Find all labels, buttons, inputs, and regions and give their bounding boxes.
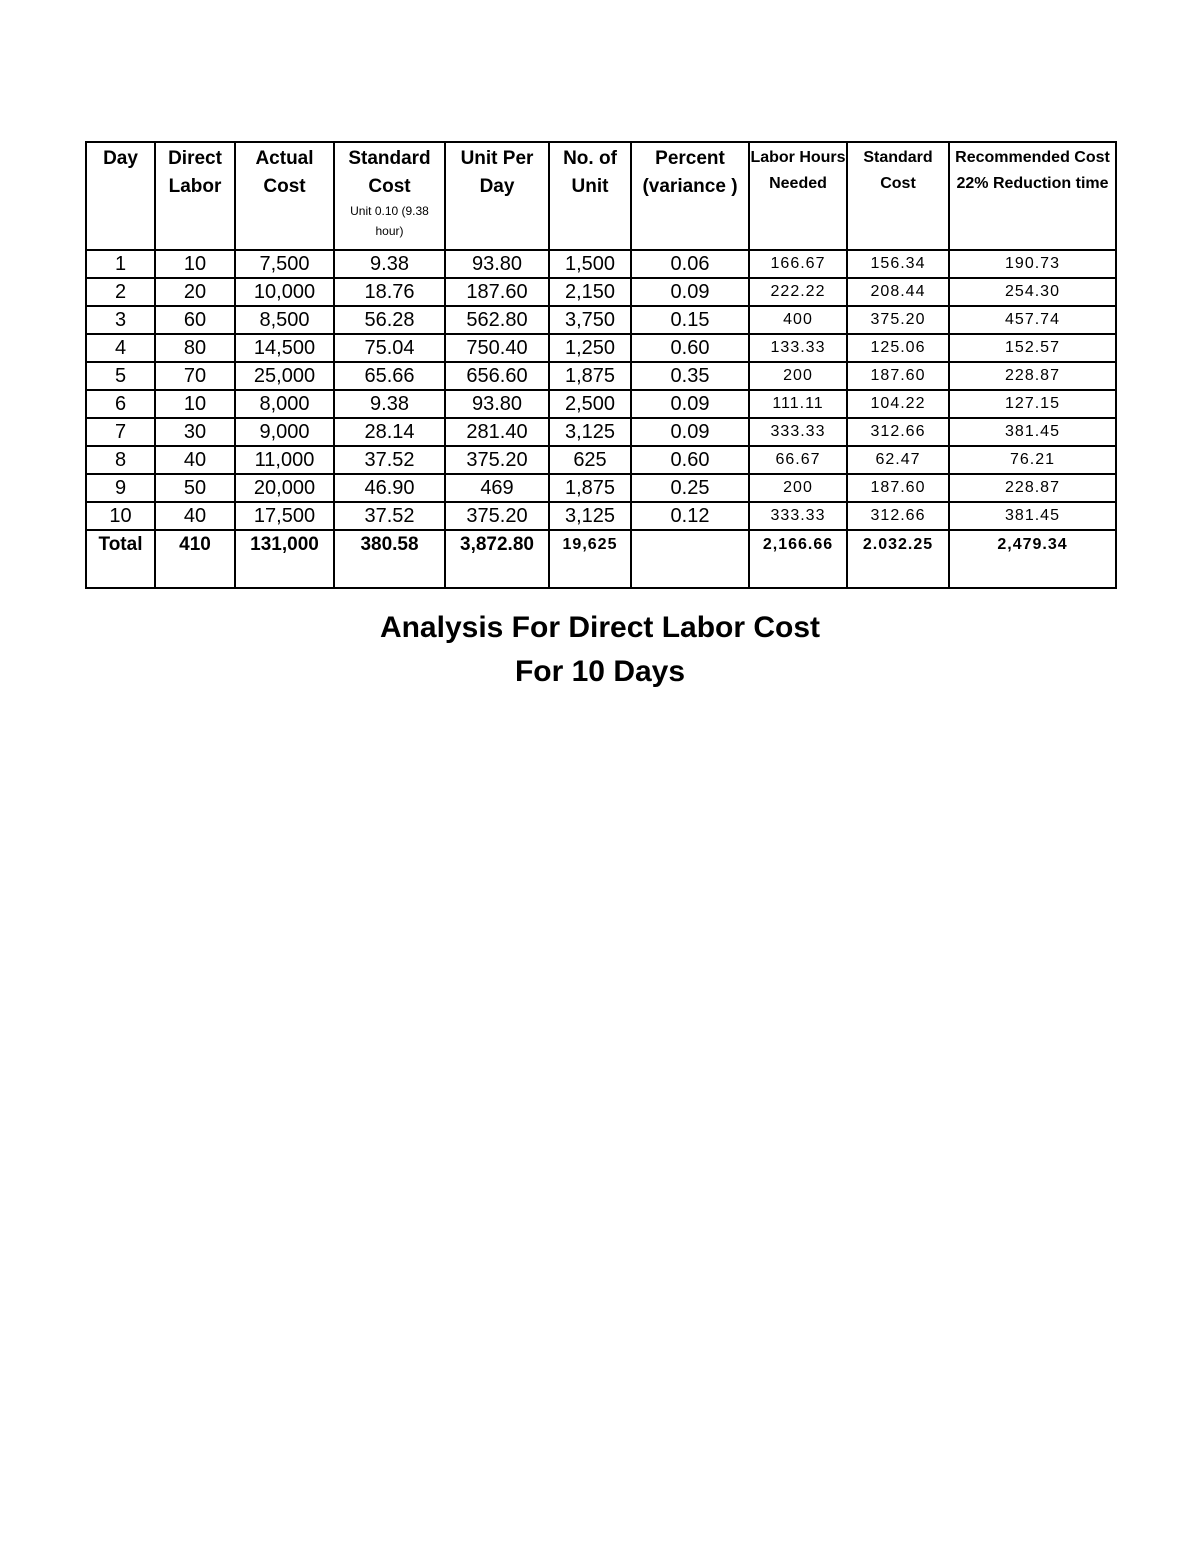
cell-percent-variance: 0.25	[631, 474, 749, 502]
total-actual-cost: 131,000	[235, 530, 334, 588]
cell-standard-cost-2: 156.34	[847, 250, 949, 278]
cell-percent-variance: 0.60	[631, 446, 749, 474]
cell-day: 2	[86, 278, 155, 306]
cell-no-of-unit: 2,150	[549, 278, 631, 306]
cell-recommended-cost: 228.87	[949, 362, 1116, 390]
cell-direct-labor: 20	[155, 278, 235, 306]
cell-recommended-cost: 76.21	[949, 446, 1116, 474]
cell-unit-per-day: 375.20	[445, 502, 549, 530]
cell-recommended-cost: 228.87	[949, 474, 1116, 502]
cell-actual-cost: 17,500	[235, 502, 334, 530]
cell-day: 1	[86, 250, 155, 278]
header-recommended-cost: Recommended Cost 22% Reduction time	[949, 142, 1116, 250]
header-direct-labor: Direct Labor	[155, 142, 235, 250]
cell-day: 7	[86, 418, 155, 446]
cell-recommended-cost: 381.45	[949, 418, 1116, 446]
cell-labor-hours-needed: 111.11	[749, 390, 847, 418]
cell-unit-per-day: 375.20	[445, 446, 549, 474]
cell-no-of-unit: 1,250	[549, 334, 631, 362]
cell-recommended-cost: 457.74	[949, 306, 1116, 334]
cell-standard-cost: 46.90	[334, 474, 445, 502]
cell-direct-labor: 80	[155, 334, 235, 362]
header-row	[86, 142, 1116, 250]
cell-standard-cost-2: 187.60	[847, 362, 949, 390]
cell-labor-hours-needed: 222.22	[749, 278, 847, 306]
cell-no-of-unit: 3,750	[549, 306, 631, 334]
cell-actual-cost: 14,500	[235, 334, 334, 362]
header-standard-cost: Standard Cost Unit 0.10 (9.38 hour)	[334, 142, 445, 250]
cell-labor-hours-needed: 66.67	[749, 446, 847, 474]
cell-standard-cost: 56.28	[334, 306, 445, 334]
total-day: Total	[86, 530, 155, 588]
cell-day: 5	[86, 362, 155, 390]
cell-day: 10	[86, 502, 155, 530]
cell-no-of-unit: 3,125	[549, 502, 631, 530]
cell-direct-labor: 40	[155, 502, 235, 530]
cell-standard-cost-2: 312.66	[847, 502, 949, 530]
cell-recommended-cost: 190.73	[949, 250, 1116, 278]
cell-actual-cost: 7,500	[235, 250, 334, 278]
cell-labor-hours-needed: 333.33	[749, 418, 847, 446]
table-row	[86, 446, 1116, 474]
header-standard-cost-note: Unit 0.10 (9.38 hour)	[350, 204, 429, 238]
table-row	[86, 474, 1116, 502]
table-row	[86, 502, 1116, 530]
cell-day: 4	[86, 334, 155, 362]
table-row	[86, 278, 1116, 306]
cell-direct-labor: 70	[155, 362, 235, 390]
cell-actual-cost: 9,000	[235, 418, 334, 446]
total-standard-cost: 380.58	[334, 530, 445, 588]
total-standard-cost-2: 2.032.25	[847, 530, 949, 588]
cell-standard-cost: 18.76	[334, 278, 445, 306]
table-row	[86, 250, 1116, 278]
cell-no-of-unit: 1,500	[549, 250, 631, 278]
table-row	[86, 362, 1116, 390]
cell-standard-cost: 75.04	[334, 334, 445, 362]
cell-actual-cost: 20,000	[235, 474, 334, 502]
header-labor-hours-needed: Labor Hours Needed	[749, 142, 847, 250]
header-no-of-unit: No. of Unit	[549, 142, 631, 250]
total-recommended-cost: 2,479.34	[949, 530, 1116, 588]
labor-cost-table	[85, 141, 1117, 589]
total-row	[86, 530, 1116, 588]
cell-standard-cost-2: 312.66	[847, 418, 949, 446]
cell-standard-cost-2: 208.44	[847, 278, 949, 306]
cell-no-of-unit: 3,125	[549, 418, 631, 446]
cell-direct-labor: 10	[155, 250, 235, 278]
cell-percent-variance: 0.06	[631, 250, 749, 278]
cell-labor-hours-needed: 166.67	[749, 250, 847, 278]
cell-recommended-cost: 127.15	[949, 390, 1116, 418]
cell-standard-cost: 37.52	[334, 502, 445, 530]
cell-standard-cost: 9.38	[334, 390, 445, 418]
cell-unit-per-day: 656.60	[445, 362, 549, 390]
cell-unit-per-day: 187.60	[445, 278, 549, 306]
cell-standard-cost: 37.52	[334, 446, 445, 474]
cell-unit-per-day: 281.40	[445, 418, 549, 446]
cell-direct-labor: 30	[155, 418, 235, 446]
cell-standard-cost-2: 62.47	[847, 446, 949, 474]
cell-standard-cost: 28.14	[334, 418, 445, 446]
cell-actual-cost: 8,000	[235, 390, 334, 418]
cell-day: 9	[86, 474, 155, 502]
cell-standard-cost-2: 104.22	[847, 390, 949, 418]
cell-unit-per-day: 469	[445, 474, 549, 502]
cell-standard-cost-2: 375.20	[847, 306, 949, 334]
cell-percent-variance: 0.35	[631, 362, 749, 390]
table-row	[86, 418, 1116, 446]
cell-percent-variance: 0.15	[631, 306, 749, 334]
cell-standard-cost-2: 187.60	[847, 474, 949, 502]
cell-direct-labor: 40	[155, 446, 235, 474]
header-day: Day	[86, 142, 155, 250]
cell-recommended-cost: 152.57	[949, 334, 1116, 362]
cell-labor-hours-needed: 133.33	[749, 334, 847, 362]
header-percent-variance: Percent (variance )	[631, 142, 749, 250]
cell-no-of-unit: 1,875	[549, 474, 631, 502]
total-percent-variance	[631, 530, 749, 588]
header-unit-per-day: Unit Per Day	[445, 142, 549, 250]
cell-no-of-unit: 2,500	[549, 390, 631, 418]
caption-title: Analysis For Direct Labor Cost	[379, 611, 821, 644]
cell-day: 3	[86, 306, 155, 334]
total-no-of-unit: 19,625	[549, 530, 631, 588]
header-actual-cost: Actual Cost	[235, 142, 334, 250]
header-standard-cost-2: Standard Cost	[847, 142, 949, 250]
cell-percent-variance: 0.09	[631, 278, 749, 306]
cell-standard-cost: 9.38	[334, 250, 445, 278]
cell-day: 8	[86, 446, 155, 474]
table-row	[86, 390, 1116, 418]
cell-percent-variance: 0.09	[631, 390, 749, 418]
cell-no-of-unit: 1,875	[549, 362, 631, 390]
cell-labor-hours-needed: 400	[749, 306, 847, 334]
total-labor-hours-needed: 2,166.66	[749, 530, 847, 588]
cell-direct-labor: 10	[155, 390, 235, 418]
table-row	[86, 334, 1116, 362]
total-unit-per-day: 3,872.80	[445, 530, 549, 588]
cell-unit-per-day: 93.80	[445, 250, 549, 278]
cell-no-of-unit: 625	[549, 446, 631, 474]
table-body	[86, 250, 1116, 588]
cell-recommended-cost: 254.30	[949, 278, 1116, 306]
cell-percent-variance: 0.60	[631, 334, 749, 362]
cell-percent-variance: 0.12	[631, 502, 749, 530]
cell-labor-hours-needed: 333.33	[749, 502, 847, 530]
caption-subtitle: For 10 Days	[514, 655, 686, 688]
cell-labor-hours-needed: 200	[749, 474, 847, 502]
cell-labor-hours-needed: 200	[749, 362, 847, 390]
cell-direct-labor: 50	[155, 474, 235, 502]
cell-standard-cost: 65.66	[334, 362, 445, 390]
cell-unit-per-day: 93.80	[445, 390, 549, 418]
total-direct-labor: 410	[155, 530, 235, 588]
cell-unit-per-day: 750.40	[445, 334, 549, 362]
cell-direct-labor: 60	[155, 306, 235, 334]
cell-percent-variance: 0.09	[631, 418, 749, 446]
table-row	[86, 306, 1116, 334]
cell-actual-cost: 11,000	[235, 446, 334, 474]
cell-day: 6	[86, 390, 155, 418]
cell-actual-cost: 10,000	[235, 278, 334, 306]
cell-unit-per-day: 562.80	[445, 306, 549, 334]
cell-recommended-cost: 381.45	[949, 502, 1116, 530]
cell-standard-cost-2: 125.06	[847, 334, 949, 362]
cell-actual-cost: 8,500	[235, 306, 334, 334]
cell-actual-cost: 25,000	[235, 362, 334, 390]
